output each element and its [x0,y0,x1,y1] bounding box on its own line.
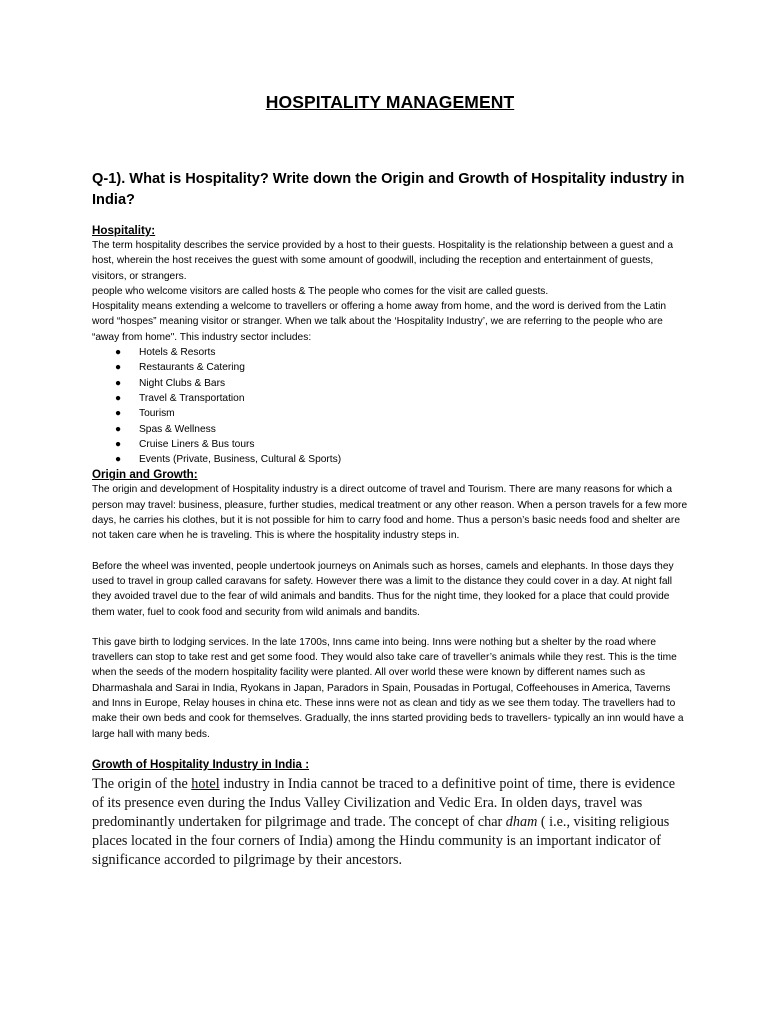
paragraph-gap [92,544,688,559]
bullet-icon: ● [115,347,122,359]
growth-heading: Growth of Hospitality Industry in India : [92,757,310,771]
list-item: ● Tourism [115,406,688,421]
list-item: ● Travel & Transportation [115,391,688,406]
list-item: ● Spas & Wellness [115,422,688,437]
bullet-icon: ● [115,454,122,466]
origin-para-2: Before the wheel was invented, people undertook journeys on Animals such as horses, camels and elephants. In those days they used to travel in group called caravans for safety. However there was a limit to the distance they could cover in a day. At night fall they avoided travel due to the fear of wild animals and bandits. Thus for the night time, they looked for a place that could provide them water, fuel to cook food and security from wild animals and bandits. [92,560,674,618]
hospitality-para-2: people who welcome visitors are called hosts & The people who comes for the visit are called guests. [92,285,549,297]
bullet-icon: ● [115,438,122,450]
question-heading: Q-1). What is Hospitality? Write down the Origin and Growth of Hospitality industry in India? [92,171,685,208]
origin-para-3: This gave birth to lodging services. In the late 1700s, Inns came into being. Inns were nothing but a shelter by the road where travellers can stop to take rest and get some food. They would also take care of traveller’s animals while they rest. This is the time when the seeds of the modern hospitality facility were planted. All over world these were known by different names such as Dharmashala and Sarai in India, Ryokans in Japan, Paradors in Spain, Pousadas in Portugal, Coffeehouses in America, Taverns and Inns in Europe, Relay houses in china etc. These inns were not as clean and tidy as we see them today. The travellers had to make their own beds and cook for themselves. Gradually, the inns started providing beds to travellers- typically an inn would have a large hall with many beds. [92,636,684,740]
paragraph-gap [92,620,688,635]
list-item: ● Night Clubs & Bars [115,376,688,391]
list-item: ● Events (Private, Business, Cultural & Sports) [115,452,688,467]
page-title: HOSPITALITY MANAGEMENT [265,92,515,112]
industry-sector-list [92,345,688,467]
list-item: ● Cruise Liners & Bus tours [115,437,688,452]
origin-heading: Origin and Growth: [92,468,198,482]
dham-term: dham [505,813,538,830]
list-item: ● Hotels & Resorts [115,345,688,360]
hospitality-para-3: Hospitality means extending a welcome to travellers or offering a home away from home, and the word is derived from the Latin word “hospes” meaning visitor or stranger. When we talk about the ‘Hospitality Industry’, we are referring to the people who are “away from home". This industry sector includes: [92,301,666,343]
bullet-icon: ● [115,362,122,374]
hospitality-para-1: The term hospitality describes the service provided by a host to their guests. Hospitality is the relationship between a guest and a host, wherein the host receives the guest with some amount of goodwill, including the reception and entertainment of guests, visitors, or strangers. [92,240,674,282]
bullet-icon: ● [115,392,122,404]
list-item: ● Restaurants & Catering [115,360,688,375]
hotel-link[interactable]: hotel [191,775,220,792]
hospitality-heading: Hospitality: [92,224,156,237]
growth-para: The origin of the hotel industry in India cannot be traced to a definitive point of time, there is evidence of its presence even during the Indus Valley Civilization and Vedic Era. In olden days, travel was predominantly undertaken for pilgrimage and trade. The concept of char dham ( i.e., visiting religious places located in the four corners of India) among the Hindu community is an important indicator of significance accorded to pilgrimage by their ancestors. [92,775,676,868]
origin-para-1: The origin and development of Hospitality industry is a direct outcome of travel and Tourism. There are many reasons for which a person may travel: business, pleasure, further studies, medical treatment or any other reason. When a person travels for a few more days, he carries his clothes, but it is not possible for him to carry food and home. Thus a person’s basic needs food and shelter are not taken care when he is traveling. This is where the hospitality industry steps in. [92,484,688,542]
bullet-icon: ● [115,377,122,389]
bullet-icon: ● [115,408,122,420]
bullet-icon: ● [115,423,122,435]
